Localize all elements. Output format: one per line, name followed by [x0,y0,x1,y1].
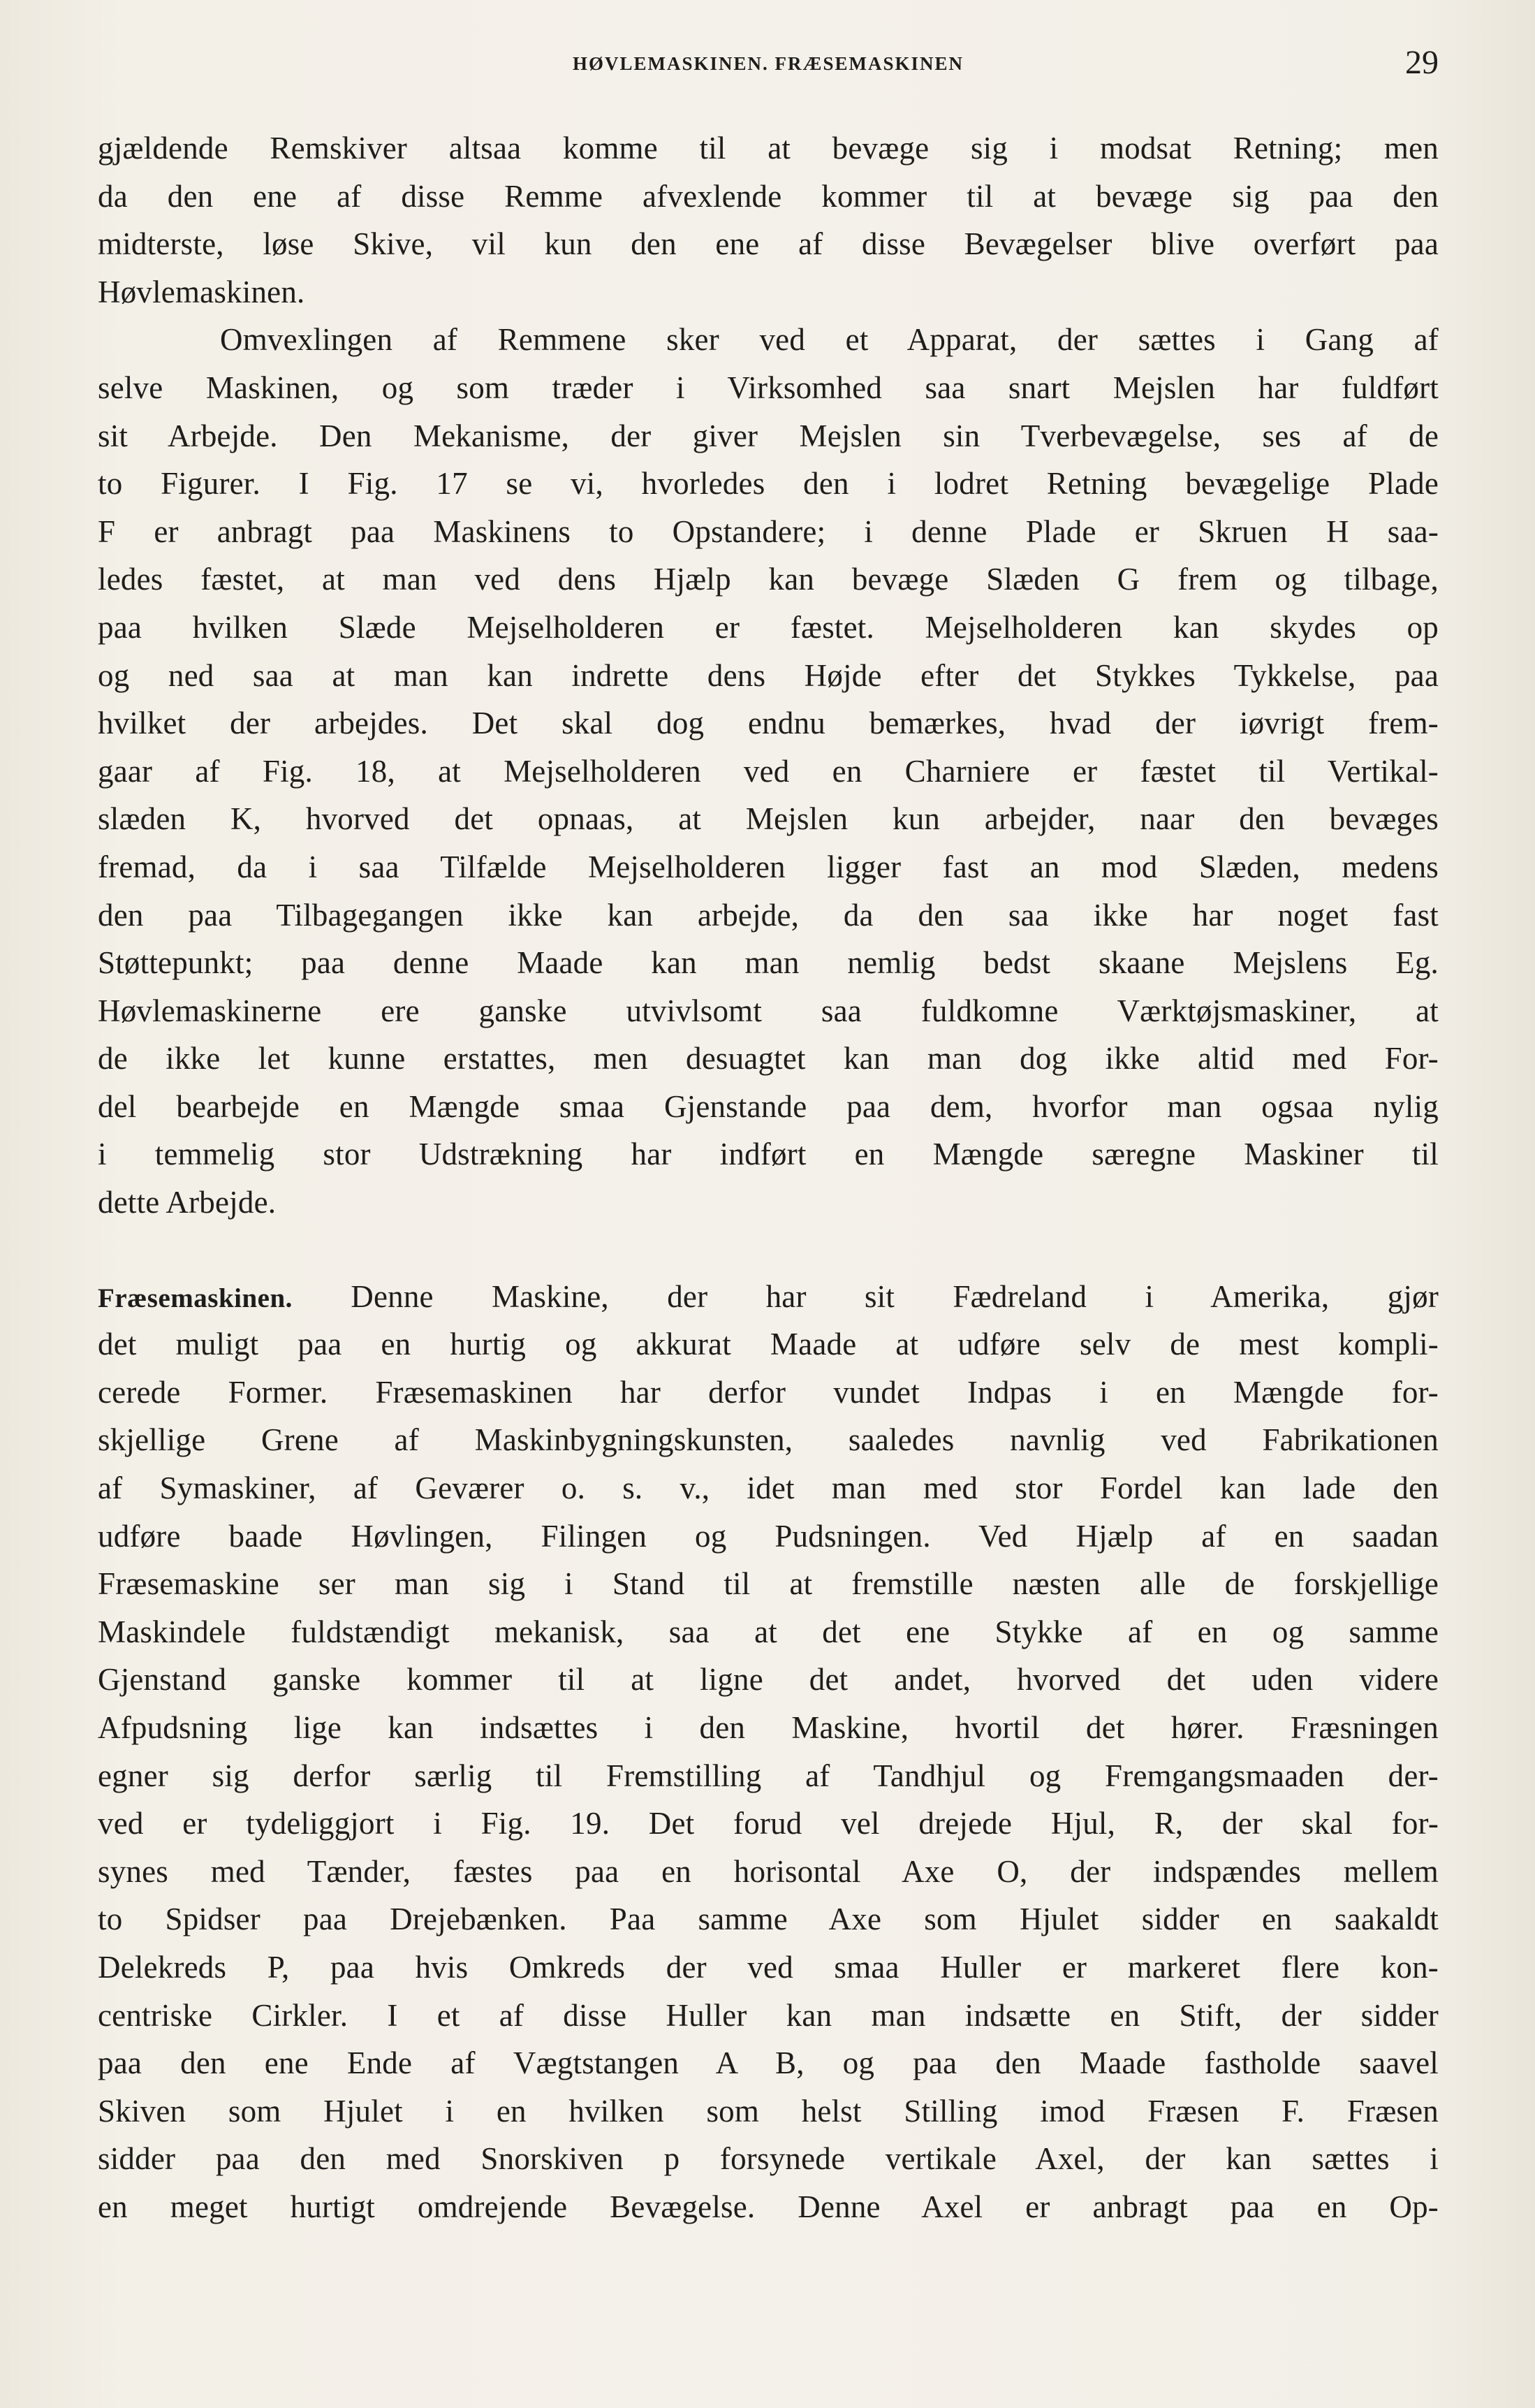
text-line: da den ene af disse Remme afvexlende kommer til at bevæge sig paa den [98,178,1439,214]
text-line: dette Arbejde. [98,1185,277,1220]
text-line: Skiven som Hjulet i en hvilken som helst Stilling imod Fræsen F. Fræsen [98,2093,1439,2129]
text-line: egner sig derfor særlig til Fremstilling af Tandhjul og Fremgangsmaaden der- [98,1758,1439,1793]
text-line: fremad, da i saa Tilfælde Mejselholderen ligger fast an mod Slæden, medens [98,849,1439,884]
text-line: skjellige Grene af Maskinbygningskunsten, saaledes navnlig ved Fabrikationen [98,1422,1439,1458]
text-line: Maskindele fuldstændigt mekanisk, saa at det ene Stykke af en og samme [98,1614,1439,1649]
section-first-line-text: Denne Maskine, der har sit Fædreland i Amerika, gjør [351,1278,1439,1314]
text-line: F er anbragt paa Maskinens to Opstandere; i denne Plade er Skruen H saa- [98,513,1439,549]
text-line: af Symaskiner, af Geværer o. s. v., idet man med stor Fordel kan lade den [98,1471,1439,1506]
text-line: Omvexlingen af Remmene sker ved et Apparat, der sættes i Gang af [220,322,1439,358]
section-first-line [98,1273,1439,1321]
page-header [98,43,1439,85]
text-line: Støttepunkt; paa denne Maade kan man nemlig bedst skaane Mejslens Eg. [98,945,1439,981]
text-line: midterste, løse Skive, vil kun den ene af disse Bevægelser blive overført paa [98,226,1439,262]
text-line: ved er tydeliggjort i Fig. 19. Det forud vel drejede Hjul, R, der skal for- [98,1806,1439,1841]
text-line: slæden K, hvorved det opnaas, at Mejslen kun arbejder, naar den bevæges [98,801,1439,837]
text-line: og ned saa at man kan indrette dens Højde efter det Stykkes Tykkelse, paa [98,657,1439,693]
text-line: paa den ene Ende af Vægtstangen A B, og paa den Maade fastholde saavel [98,2045,1439,2081]
text-line: gjældende Remskiver altsaa komme til at bevæge sig i modsat Retning; men [98,131,1439,166]
text-line: sit Arbejde. Den Mekanisme, der giver Mejslen sin Tverbevægelse, ses af de [98,418,1439,453]
text-line: paa hvilken Slæde Mejselholderen er fæstet. Mejselholderen kan skydes op [98,609,1439,645]
text-line: to Figurer. I Fig. 17 se vi, hvorledes den i lodret Retning bevægelige Plade [98,466,1439,502]
page-number: 29 [1405,44,1439,81]
text-line: den paa Tilbagegangen ikke kan arbejde, da den saa ikke har noget fast [98,897,1439,933]
text-line: centriske Cirkler. I et af disse Huller kan man indsætte en Stift, der sidder [98,1997,1439,2033]
text-line: en meget hurtigt omdrejende Bevægelse. Denne Axel er anbragt paa en Op- [98,2189,1439,2224]
text-line: Fræsemaskine ser man sig i Stand til at fremstille næsten alle de forskjellige [98,1566,1439,1602]
text-line: i temmelig stor Udstrækning har indført en Mængde særegne Maskiner til [98,1137,1439,1172]
text-line: ledes fæstet, at man ved dens Hjælp kan bevæge Slæden G frem og tilbage, [98,562,1439,597]
text-line: to Spidser paa Drejebænken. Paa samme Axe som Hjulet sidder en saakaldt [98,1902,1439,1937]
section-title: Fræsemaskinen. [98,1283,293,1313]
text-line: Delekreds P, paa hvis Omkreds der ved smaa Huller er markeret flere kon- [98,1949,1439,1985]
text-line: udføre baade Høvlingen, Filingen og Pudsningen. Ved Hjælp af en saadan [98,1518,1439,1554]
running-head: HØVLEMASKINEN. FRÆSEMASKINEN [572,53,964,74]
section-gap [98,1227,1439,1273]
text-line: Gjenstand ganske kommer til at ligne det andet, hvorved det uden videre [98,1662,1439,1698]
text-line: Høvlemaskinerne ere ganske utvivlsomt saa fuldkomne Værktøjsmaskiner, at [98,993,1439,1028]
text-line: Afpudsning lige kan indsættes i den Maskine, hvortil det hører. Fræsningen [98,1710,1439,1745]
text-line: de ikke let kunne erstattes, men desuagtet kan man dog ikke altid med For- [98,1041,1439,1077]
text-line: sidder paa den med Snorskiven p forsynede vertikale Axel, der kan sættes i [98,2141,1439,2177]
text-line: hvilket der arbejdes. Det skal dog endnu bemærkes, hvad der iøvrigt frem- [98,706,1439,741]
text-line: synes med Tænder, fæstes paa en horisontal Axe O, der indspændes mellem [98,1853,1439,1889]
text-line: det muligt paa en hurtig og akkurat Maade at udføre selv de mest kompli- [98,1327,1439,1362]
text-line: gaar af Fig. 18, at Mejselholderen ved en Charniere er fæstet til Vertikal- [98,753,1439,789]
text-line: selve Maskinen, og som træder i Virksomhed saa snart Mejslen har fuldført [98,370,1439,405]
body-text [98,124,1439,2231]
text-line: Høvlemaskinen. [98,274,305,309]
text-line: cerede Former. Fræsemaskinen har derfor vundet Indpas i en Mængde for- [98,1374,1439,1410]
text-line: del bearbejde en Mængde smaa Gjenstande paa dem, hvorfor man ogsaa nylig [98,1088,1439,1124]
